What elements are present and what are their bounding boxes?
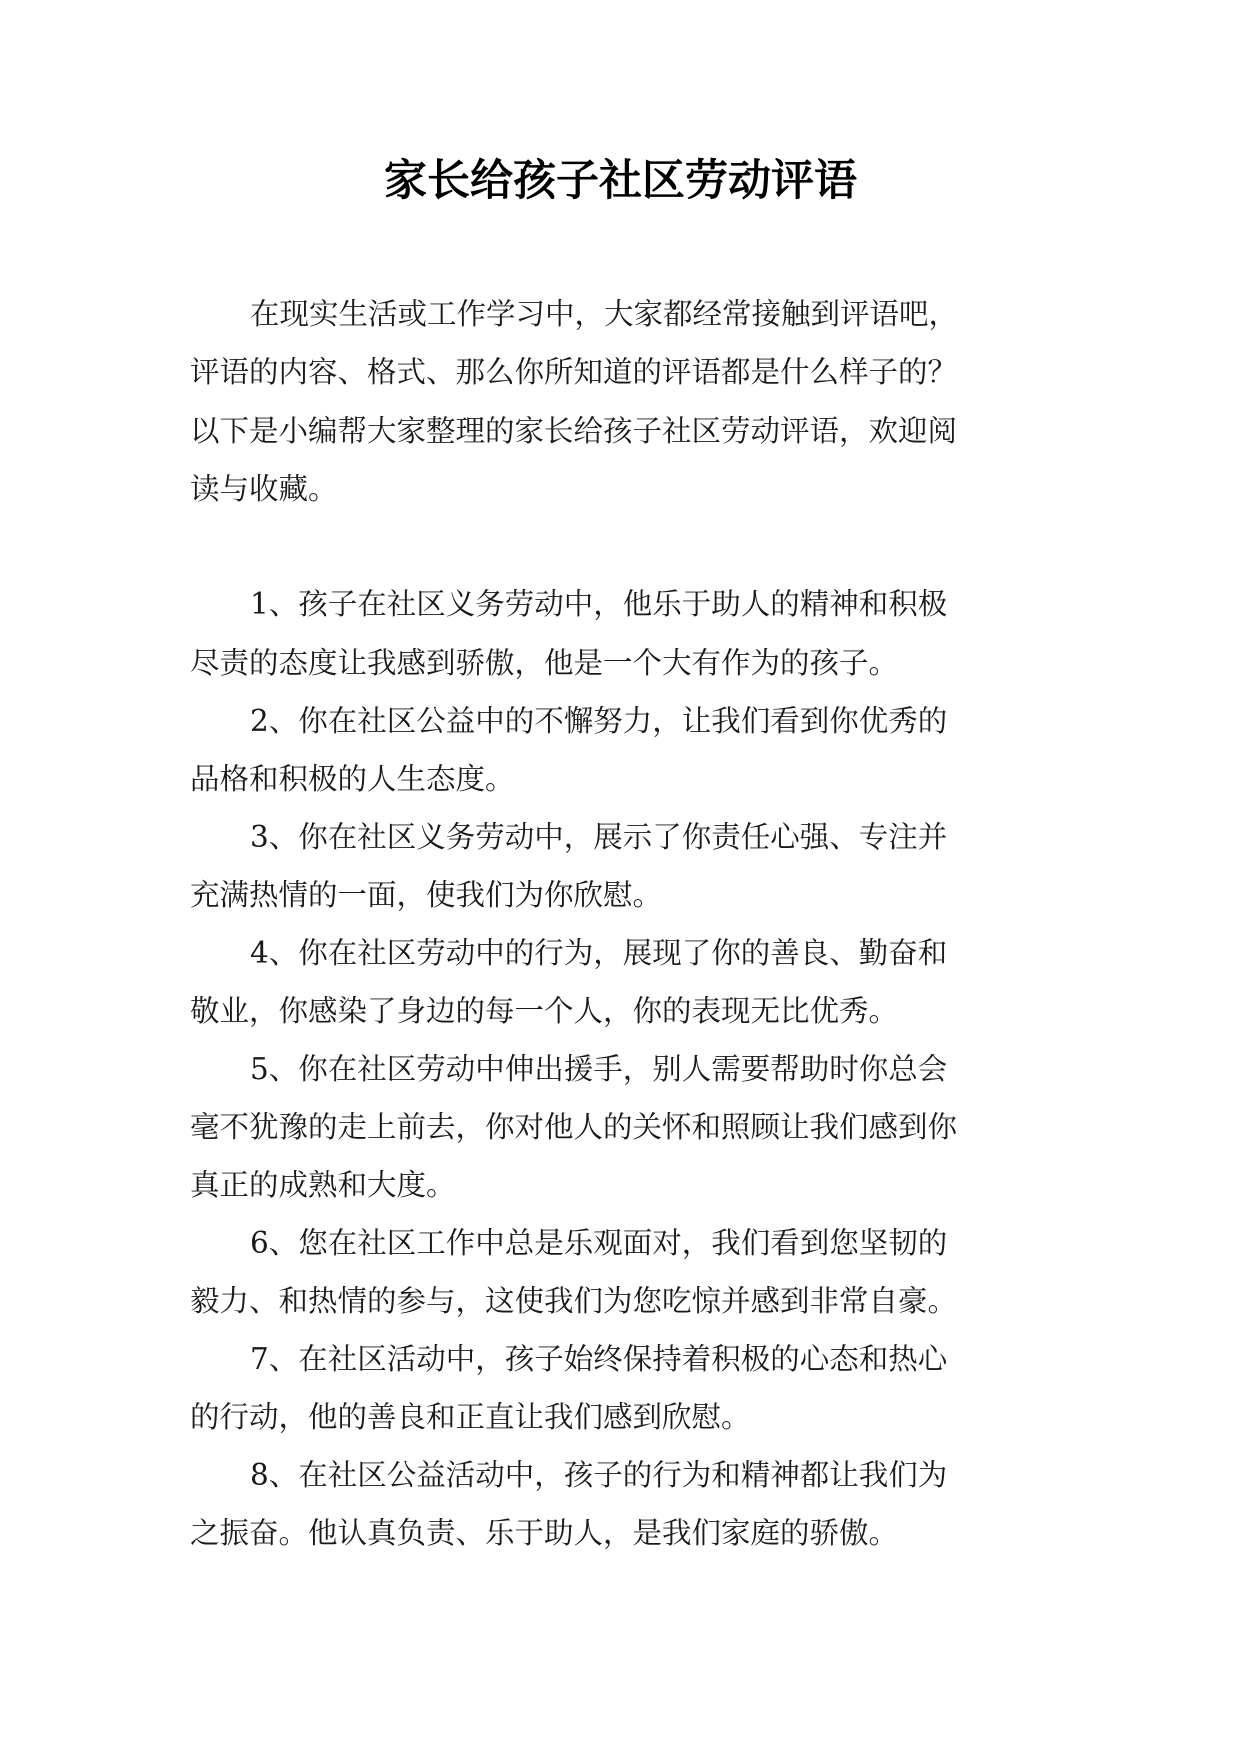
list-item-line: 的行动，他的善良和正直让我们感到欣慰。 xyxy=(190,1400,751,1434)
list-item-line: 1、孩子在社区义务劳动中，他乐于助人的精神和积极 xyxy=(250,587,948,621)
list-item-line: 4、你在社区劳动中的行为，展现了你的善良、勤奋和 xyxy=(250,936,948,970)
list-item-line: 毫不犹豫的走上前去，你对他人的关怀和照顾让我们感到你 xyxy=(190,1110,958,1144)
list-item-line: 敬业，你感染了身边的每一个人，你的表现无比优秀。 xyxy=(190,994,899,1028)
list-item-line: 尽责的态度让我感到骄傲，他是一个大有作为的孩子。 xyxy=(190,646,899,680)
list-item-line: 充满热情的一面，使我们为你欣慰。 xyxy=(190,878,663,912)
list-item-line: 毅力、和热情的参与，这使我们为您吃惊并感到非常自豪。 xyxy=(190,1284,958,1318)
intro-line: 以下是小编帮大家整理的家长给孩子社区劳动评语，欢迎阅 xyxy=(190,414,958,448)
intro-line: 在现实生活或工作学习中，大家都经常接触到评语吧， xyxy=(250,297,959,331)
list-item-line: 3、你在社区义务劳动中，展示了你责任心强、专注并 xyxy=(250,820,948,854)
list-item-line: 8、在社区公益活动中，孩子的行为和精神都让我们为 xyxy=(250,1458,948,1492)
list-item-line: 5、你在社区劳动中伸出援手，别人需要帮助时你总会 xyxy=(250,1052,948,1086)
list-item-line: 真正的成熟和大度。 xyxy=(190,1168,456,1202)
intro-line: 评语的内容、格式、那么你所知道的评语都是什么样子的？ xyxy=(190,355,958,389)
list-item-line: 2、你在社区公益中的不懈努力，让我们看到你优秀的 xyxy=(250,704,948,738)
document-title: 家长给孩子社区劳动评语 xyxy=(384,156,857,206)
list-item-line: 6、您在社区工作中总是乐观面对，我们看到您坚韧的 xyxy=(250,1226,948,1260)
list-item-line: 品格和积极的人生态度。 xyxy=(190,762,515,796)
list-item-line: 之振奋。他认真负责、乐于助人，是我们家庭的骄傲。 xyxy=(190,1516,899,1550)
intro-line: 读与收藏。 xyxy=(190,472,338,506)
list-item-line: 7、在社区活动中，孩子始终保持着积极的心态和热心 xyxy=(250,1342,948,1376)
